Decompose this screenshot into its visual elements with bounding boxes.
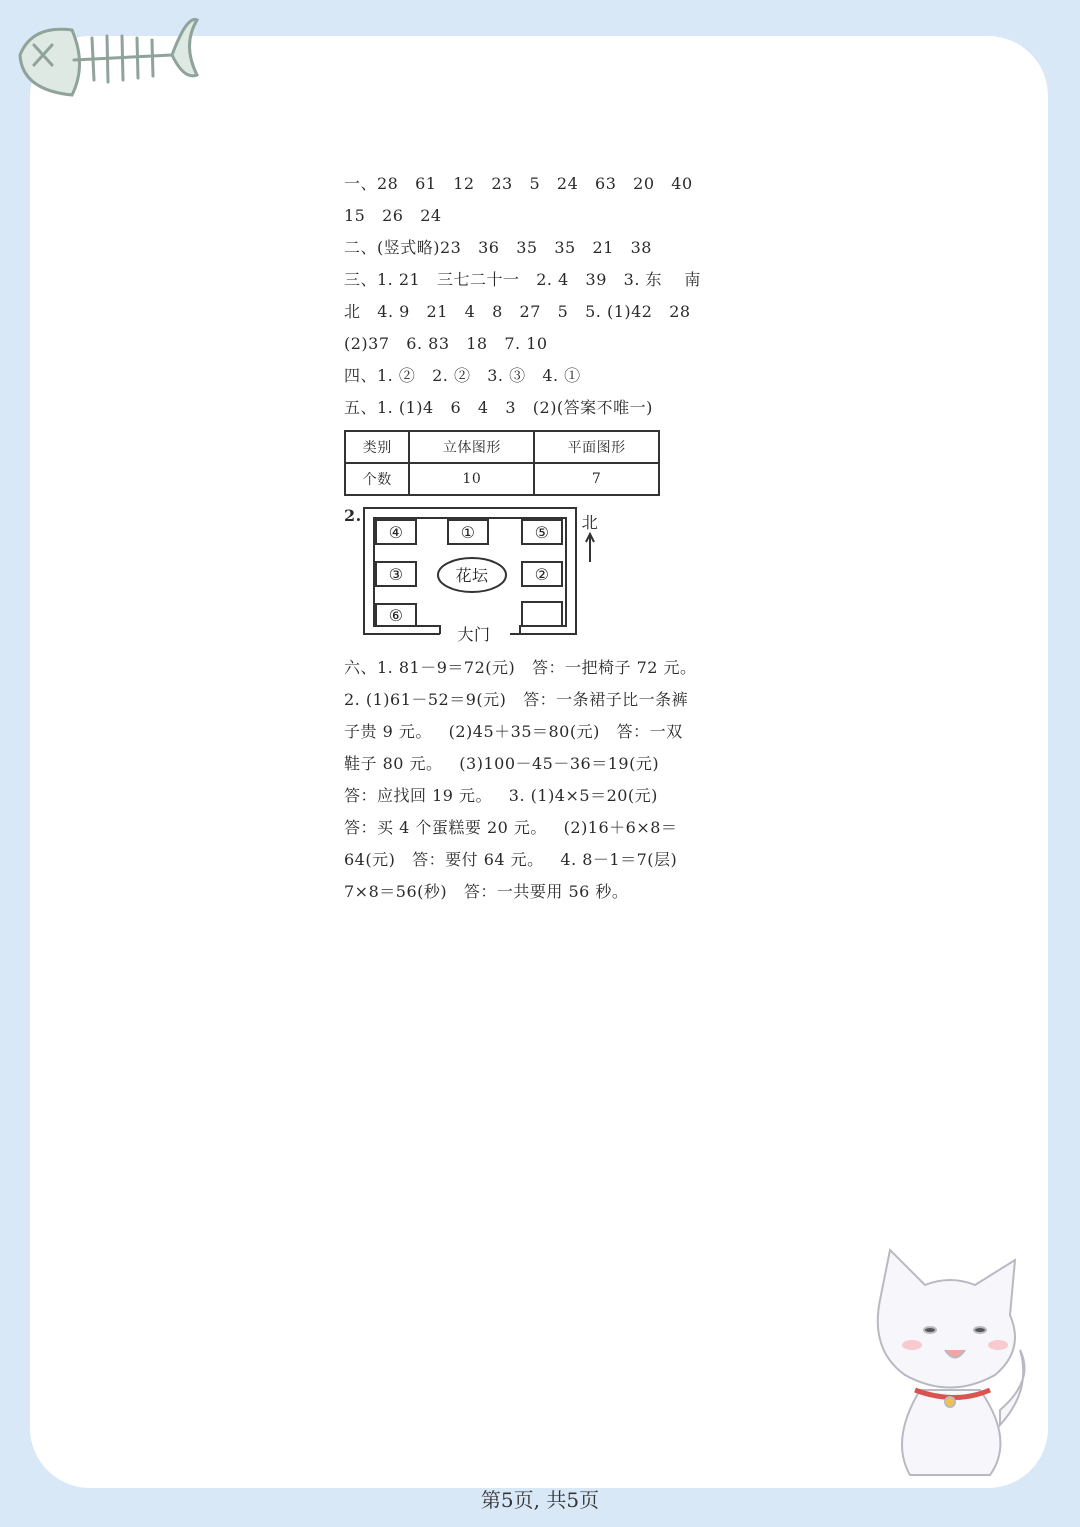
table-header-row — [345, 431, 659, 463]
answer-line: 三、1. 21 三七二十一 2. 4 39 3. 东 南 — [344, 270, 701, 289]
gate-label: 大门 — [457, 625, 491, 644]
answer-content — [344, 170, 744, 910]
map-box-label: ② — [534, 565, 550, 584]
classroom-map — [344, 504, 744, 654]
fish-bone-icon — [12, 10, 202, 105]
answer-line: 二、(竖式略)23 36 35 35 21 38 — [344, 238, 652, 257]
answer-line: 一、28 61 12 23 5 24 63 20 40 — [344, 174, 693, 193]
map-box-label: ④ — [388, 523, 404, 542]
answer-line: (2)37 6. 83 18 7. 10 — [344, 334, 548, 353]
table-header-cell: 平面图形 — [534, 431, 659, 463]
table-header-cell: 立体图形 — [409, 431, 534, 463]
shape-count-table — [344, 430, 660, 496]
map-box-label: ① — [460, 523, 476, 542]
map-label: 2. — [344, 506, 362, 525]
cat-illustration-icon — [850, 1240, 1040, 1485]
answer-line: 15 26 24 — [344, 206, 442, 225]
table-cell: 10 — [409, 463, 534, 495]
answer-line: 六、1. 81－9＝72(元) 答：一把椅子 72 元。 — [344, 658, 697, 677]
table-cell: 7 — [534, 463, 659, 495]
page-number-footer: 第5页, 共5页 — [480, 1488, 600, 1512]
answer-line: 7×8＝56(秒) 答：一共要用 56 秒。 — [344, 882, 629, 901]
answer-line: 64(元) 答：要付 64 元。 4. 8－1＝7(层) — [344, 850, 678, 869]
answer-line: 子贵 9 元。 (2)45＋35＝80(元) 答：一双 — [344, 722, 683, 741]
answer-line: 鞋子 80 元。 (3)100－45－36＝19(元) — [344, 754, 660, 773]
table-row — [345, 463, 659, 495]
map-box-label: ⑤ — [534, 523, 550, 542]
map-box-label: ③ — [388, 565, 404, 584]
flower-bed-label: 花坛 — [455, 566, 489, 585]
answer-line: 五、1. (1)4 6 4 3 (2)(答案不唯一) — [344, 398, 653, 417]
answer-line: 2. (1)61－52＝9(元) 答：一条裙子比一条裤 — [344, 690, 689, 709]
map-box-label: ⑥ — [388, 606, 404, 625]
answer-line: 答：买 4 个蛋糕要 20 元。 (2)16＋6×8＝ — [344, 818, 678, 837]
answer-line: 北 4. 9 21 4 8 27 5 5. (1)42 28 — [344, 302, 691, 321]
north-label: 北 — [581, 513, 599, 532]
answer-line: 四、1. ② 2. ② 3. ③ 4. ① — [344, 366, 581, 385]
table-cell: 个数 — [345, 463, 409, 495]
answer-line: 答：应找回 19 元。 3. (1)4×5＝20(元) — [344, 786, 658, 805]
map-diagram — [360, 504, 620, 644]
table-header-cell: 类别 — [345, 431, 409, 463]
